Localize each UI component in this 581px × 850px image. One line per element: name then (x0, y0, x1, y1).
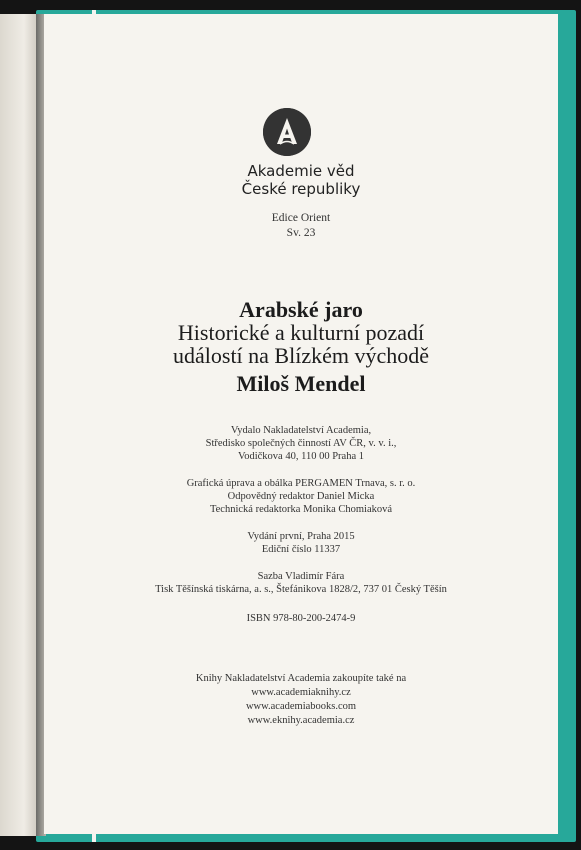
imprint-issued-line: Vodičkova 40, 110 00 Praha 1 (238, 451, 364, 462)
shop-url[interactable]: www.eknihy.academia.cz (247, 715, 355, 726)
shop-url[interactable]: www.academiabooks.com (245, 701, 357, 712)
imprint-edition-line: Ediční číslo 11337 (261, 544, 341, 555)
imprint-issued-line: Středisko společných činností AV ČR, v. v. i., (205, 438, 397, 449)
shop-intro: Knihy Nakladatelství Academia zakoupíte také na (195, 673, 407, 684)
imprint-credits-line: Odpovědný redaktor Daniel Micka (227, 491, 375, 502)
book-title: Arabské jaro (239, 297, 363, 322)
imprint-issued-line: Vydalo Nakladatelství Academia, (230, 425, 372, 436)
book-subtitle-line2: událostí na Blízkém východě (173, 343, 429, 368)
isbn: ISBN 978-80-200-2474-9 (246, 613, 356, 624)
imprint-credits-line: Grafická úprava a obálka PERGAMEN Trnava, s. r. o. (186, 478, 416, 489)
book-subtitle-line1: Historické a kulturní pozadí (177, 320, 425, 345)
logo-letter-a-icon (263, 108, 311, 156)
imprint-production-line: Tisk Těšínská tiskárna, a. s., Štefánikova 1828/2, 737 01 Český Těšín (155, 584, 447, 595)
academy-logo-icon (263, 108, 311, 156)
title-page (44, 14, 558, 834)
series-volume: Sv. 23 (286, 227, 316, 239)
shop-url[interactable]: www.academiaknihy.cz (251, 687, 351, 698)
left-page-edge (0, 14, 40, 836)
imprint-edition-line: Vydání první, Praha 2015 (247, 531, 355, 542)
series-name: Edice Orient (271, 212, 331, 224)
publisher-name-line1: Akademie věd (247, 162, 355, 180)
imprint-production-line: Sazba Vladimír Fára (257, 571, 345, 582)
publisher-name-line2: České republiky (241, 180, 361, 198)
book-author: Miloš Mendel (236, 371, 366, 396)
imprint-credits-line: Technická redaktorka Monika Chomiaková (209, 504, 393, 515)
